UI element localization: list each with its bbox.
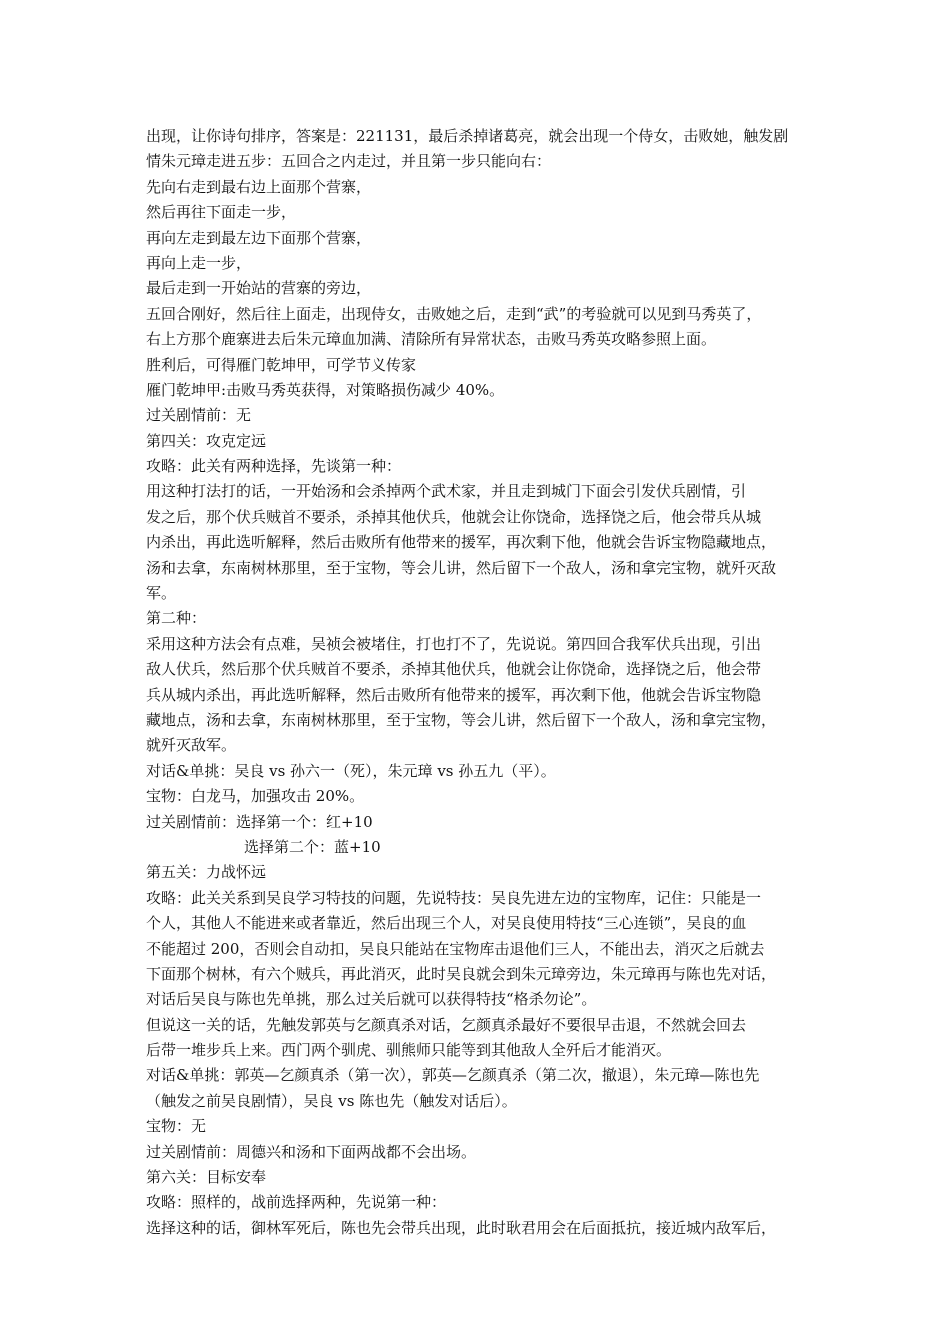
text-line-40: 宝物：无 [146, 1117, 207, 1136]
text-line-32: 个人，其他人不能进来或者靠近，然后出现三个人，对吴良使用特技“三心连锁”，吴良的血 [146, 914, 747, 933]
text-line-10: 胜利后，可得雁门乾坤甲，可学节义传家 [146, 355, 417, 374]
text-line-23: 兵从城内杀出，再此选听解释，然后击败所有他带来的援军，再次剩下他，他就会告诉宝物隐 [146, 685, 762, 704]
text-line-8: 五回合刚好，然后往上面走，出现侍女，击败她之后，走到“武”的考验就可以见到马秀英了， [146, 304, 762, 323]
text-line-12: 过关剧情前：无 [146, 406, 252, 425]
text-line-24: 藏地点，汤和去拿，东南树林那里，至于宝物，等会儿讲，然后留下一个敌人，汤和拿完宝物， [146, 710, 777, 729]
document-body [146, 124, 818, 1241]
text-line-17: 内杀出，再此选听解释，然后击败所有他带来的援军，再次剩下他，他就会告诉宝物隐藏地点， [146, 533, 777, 552]
text-line-16: 发之后，那个伏兵贼首不要杀，杀掉其他伏兵，他就会让你饶命，选择饶之后，他会带兵从城 [146, 507, 762, 526]
text-line-6: 再向上走一步， [146, 253, 252, 272]
text-line-38: 对话&单挑：郭英—乞颜真杀（第一次），郭英—乞颜真杀（第二次，撤退），朱元璋—陈也先 [146, 1066, 760, 1085]
text-line-37: 后带一堆步兵上来。西门两个驯虎、驯熊师只能等到其他敌人全歼后才能消灭。 [146, 1041, 672, 1060]
text-line-9: 右上方那个鹿寨进去后朱元璋血加满、清除所有异常状态，击败马秀英攻略参照上面。 [146, 330, 717, 349]
text-line-7: 最后走到一开始站的营寨的旁边， [146, 279, 372, 298]
text-line-11: 雁门乾坤甲:击败马秀英获得，对策略损伤减少 40%。 [146, 380, 505, 399]
text-line-4: 然后再往下面走一步， [146, 203, 297, 222]
text-line-19: 军。 [146, 584, 177, 603]
section-heading-stage-5: 第五关：力战怀远 [146, 863, 267, 882]
text-line-14: 攻略：此关有两种选择，先谈第一种： [146, 457, 402, 476]
text-line-26: 对话&单挑：吴良 vs 孙六一（死），朱元璋 vs 孙五九（平）。 [146, 761, 556, 780]
text-line-29: 选择第二个：蓝+10 [244, 837, 381, 856]
text-line-2: 情朱元璋走进五步：五回合之内走过，并且第一步只能向右： [146, 152, 552, 171]
text-line-1: 出现，让你诗句排序，答案是：221131，最后杀掉诸葛亮，就会出现一个侍女，击败她，触发剧 [146, 127, 789, 145]
text-line-20: 第二种： [146, 609, 207, 628]
text-line-22: 敌人伏兵，然后那个伏兵贼首不要杀，杀掉其他伏兵，他就会让你饶命，选择饶之后，他会带 [146, 660, 762, 679]
text-line-25: 就歼灭敌军。 [146, 736, 237, 755]
text-line-31: 攻略：此关关系到吴良学习特技的问题，先说特技：吴良先进左边的宝物库，记住：只能是一 [146, 888, 762, 907]
text-line-43: 攻略：照样的，战前选择两种，先说第一种： [146, 1193, 447, 1212]
text-line-34: 下面那个树林，有六个贼兵，再此消灭，此时吴良就会到朱元璋旁边，朱元璋再与陈也先对话， [146, 964, 777, 983]
text-line-35: 对话后吴良与陈也先单挑，那么过关后就可以获得特技“格杀勿论”。 [146, 990, 597, 1009]
text-line-15: 用这种打法打的话，一开始汤和会杀掉两个武术家，并且走到城门下面会引发伏兵剧情，引 [146, 482, 747, 501]
text-line-33: 不能超过 200，否则会自动扣，吴良只能站在宝物库击退他们三人，不能出去，消灭之后就去 [146, 939, 765, 958]
text-line-18: 汤和去拿，东南树林那里，至于宝物，等会儿讲，然后留下一个敌人，汤和拿完宝物，就歼灭敌 [146, 558, 777, 577]
text-line-21: 采用这种方法会有点难，吴祯会被堵住，打也打不了，先说说。第四回合我军伏兵出现，引出 [146, 634, 762, 653]
text-line-3: 先向右走到最右边上面那个营寨， [146, 177, 372, 196]
text-line-36: 但说这一关的话，先触发郭英与乞颜真杀对话，乞颜真杀最好不要很早击退，不然就会回去 [146, 1015, 747, 1034]
text-line-44: 选择这种的话，御林军死后，陈也先会带兵出现，此时耿君用会在后面抵抗，接近城内敌军后， [146, 1218, 777, 1237]
section-heading-stage-4: 第四关：攻克定远 [146, 431, 267, 450]
text-line-39: （触发之前吴良剧情），吴良 vs 陈也先（触发对话后）。 [146, 1091, 517, 1110]
text-line-27: 宝物：白龙马，加强攻击 20%。 [146, 787, 365, 806]
text-line-28: 过关剧情前：选择第一个：红+10 [146, 812, 373, 831]
text-line-41: 过关剧情前：周德兴和汤和下面两战都不会出场。 [146, 1142, 477, 1161]
section-heading-stage-6: 第六关：目标安奉 [146, 1168, 267, 1187]
text-line-5: 再向左走到最左边下面那个营寨， [146, 228, 372, 247]
